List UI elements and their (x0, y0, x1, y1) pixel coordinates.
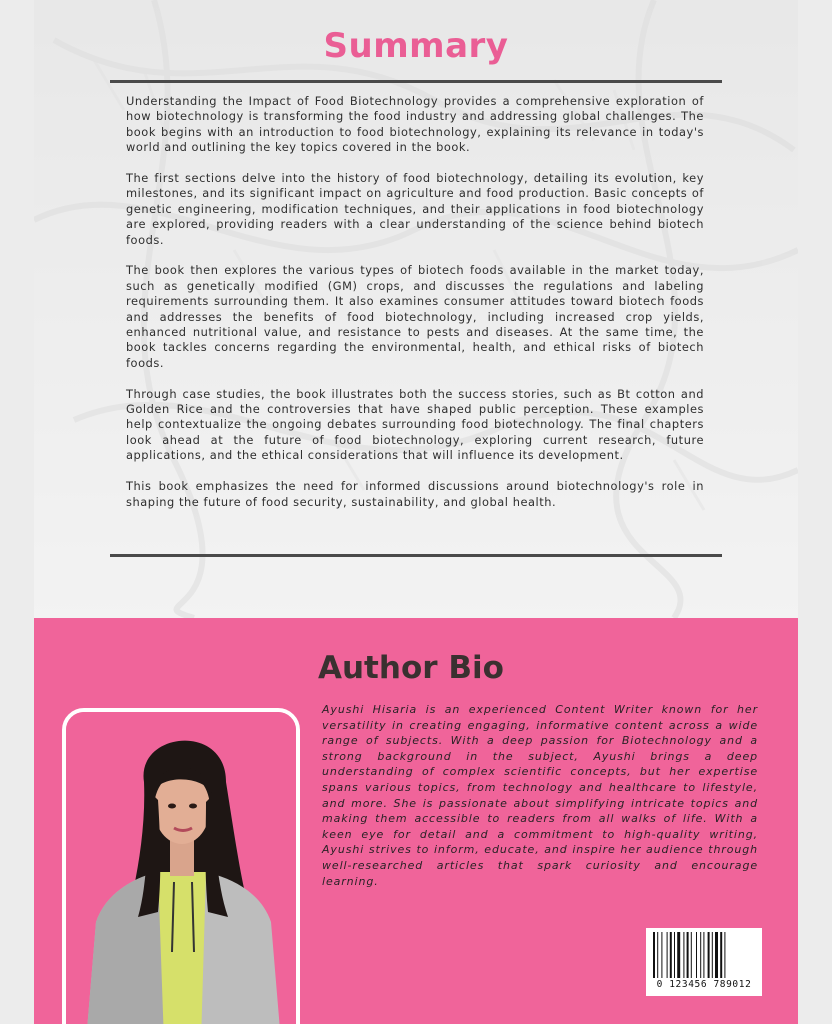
barcode-bar (674, 932, 675, 978)
barcode-bar (696, 932, 697, 978)
barcode-bar (670, 932, 672, 978)
summary-paragraph: Understanding the Impact of Food Biotechnology provides a comprehensive exploration of how biotechnology is transforming the food industry and addressing global challenges. The book begins with an introduction to food biotechnology, explaining its relevance in today's world and outlining the key topics covered in the book. (126, 94, 704, 155)
author-photo (62, 708, 300, 1024)
barcode-bar (661, 932, 662, 978)
barcode-bar (667, 932, 668, 978)
summary-paragraph: Through case studies, the book illustrates both the success stories, such as Bt cotton and Golden Rice and the controversies that have shaped public perception. These examples help contextualize the ongoing debates surrounding food biotechnology. The final chapters look ahead at the future of food biotechnology, exploring current research, future applications, and the ethical considerations that will influence its development. (126, 386, 704, 463)
barcode-bar (724, 932, 725, 978)
author-bio-panel (34, 618, 798, 1024)
barcode-bar (683, 932, 684, 978)
author-portrait-illustration (66, 712, 296, 1024)
summary-title: Summary (323, 26, 509, 66)
barcode-bar (687, 932, 689, 978)
barcode-bar (703, 932, 704, 978)
barcode-bar (653, 932, 655, 978)
summary-paragraph: The book then explores the various types of biotech foods available in the market today, such as genetically modified (GM) crops, and discusses the regulations and labeling requirements surrounding them. It also examines consumer attitudes toward biotech foods and addresses the benefits of food biotechnology, including increased crop yields, enhanced nutritional value, and resistance to pests and diseases. At the same time, the book tackles concerns regarding the environmental, health, and ethical risks of biotech foods. (126, 263, 704, 370)
barcode-bar (720, 932, 722, 978)
barcode-bar (715, 932, 718, 978)
author-bio-title: Author Bio (318, 650, 504, 686)
summary-body (126, 94, 704, 525)
summary-paragraph: This book emphasizes the need for informed discussions around biotechnology's role in shaping the future of food security, sustainability, and global health. (126, 479, 704, 509)
author-bio-text: Ayushi Hisaria is an experienced Content Writer known for her versatility in creating engaging, informative content across a wide range of subjects. With a deep passion for Biotechnology and a strong background in the subject, Ayushi brings a deep understanding of complex scientific concepts, but her expertise spans various topics, from technology and healthcare to lifestyle, and more. She is passionate about simplifying intricate topics and making them accessible to readers from all walks of life. With a keen eye for detail and a commitment to high-quality writing, Ayushi strives to inform, educate, and inspire her audience through well-researched articles that spark curiosity and encourage learning. (322, 703, 758, 888)
isbn-barcode (646, 928, 762, 996)
barcode-number: 0 123456 789012 (656, 979, 752, 990)
barcode-bar (712, 932, 713, 978)
summary-paragraph: The first sections delve into the history of food biotechnology, detailing its evolution, key milestones, and its significant impact on agriculture and food production. Basic concepts of genetic engineering, modification techniques, and their applications in food biotechnology are explored, providing readers with a clear understanding of the science behind biotech foods. (126, 171, 704, 247)
barcode-bar (700, 932, 701, 978)
barcode-bar (657, 932, 658, 978)
back-cover (34, 0, 798, 1024)
barcode-bars (652, 932, 756, 978)
barcode-bar (677, 932, 680, 978)
summary-top-divider (110, 80, 722, 83)
summary-bottom-divider (110, 554, 722, 557)
barcode-bar (708, 932, 710, 978)
barcode-bar (691, 932, 692, 978)
